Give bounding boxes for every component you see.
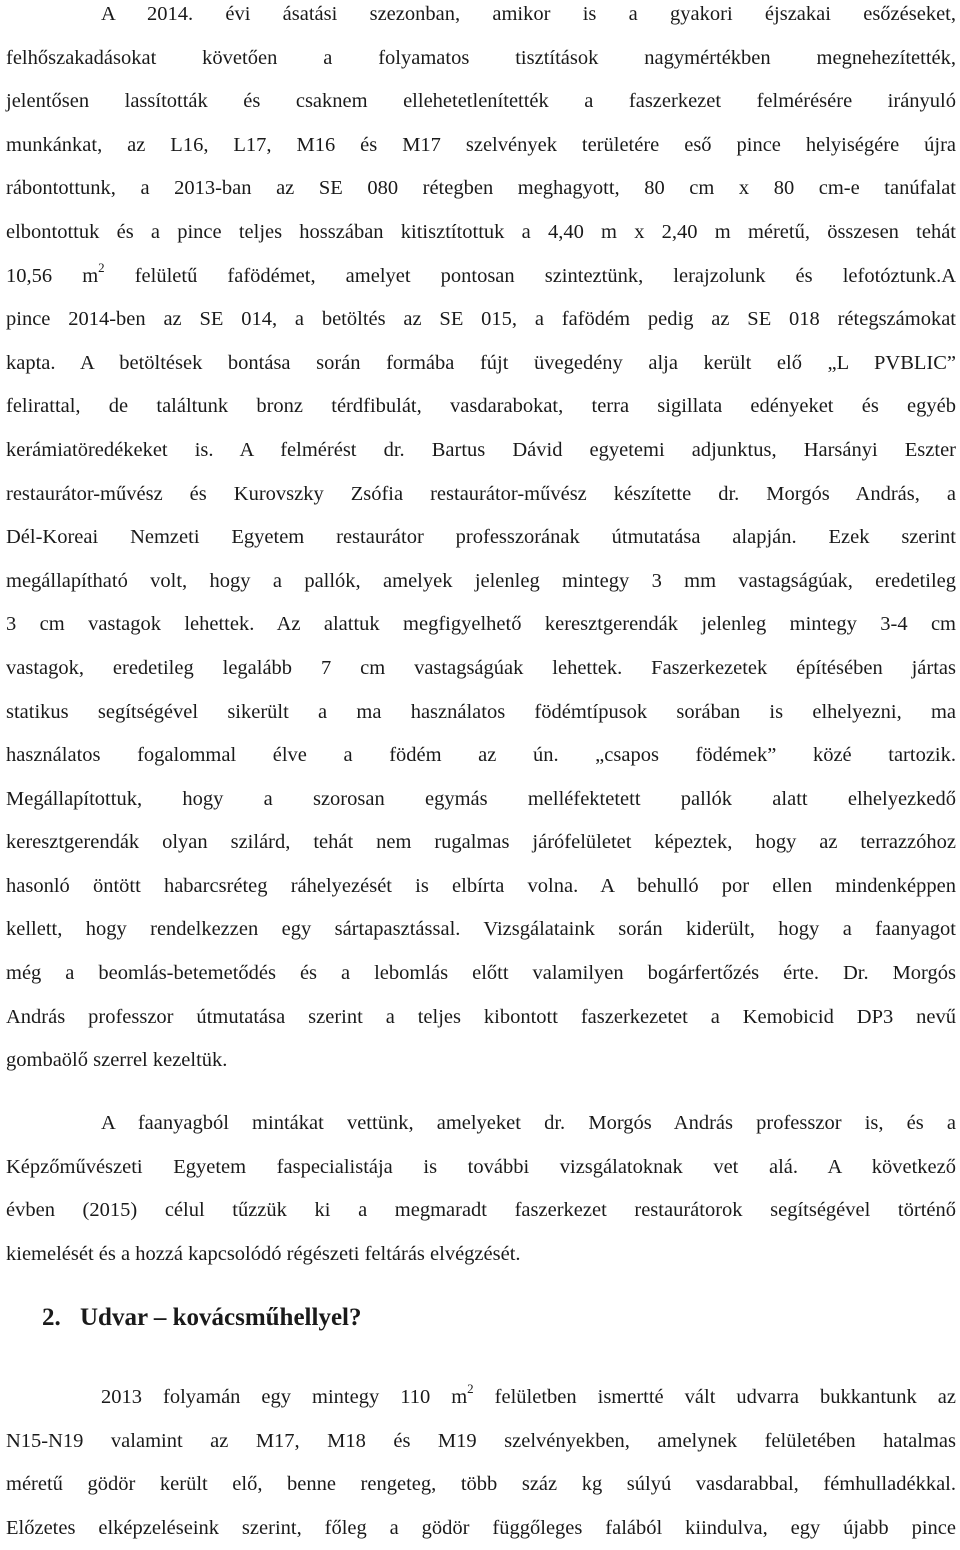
text-line: használatos fogalommal élve a födém az ún. „csapos födémek” közé tartozik. [6, 744, 956, 767]
area-value: 10,56 m [6, 264, 99, 287]
text-line: kiemelését és a hozzá kapcsolódó régészeti feltárás elvégzését. [6, 1242, 521, 1265]
text-line: A 2014. évi ásatási szezonban, amikor is a gyakori éjszakai esőzéseket, [101, 3, 956, 25]
text-line: felhőszakadásokat követően a folyamatos tisztítások nagymértékben megnehezítették, [6, 46, 956, 69]
paragraph-samples [6, 1102, 956, 1276]
text-line: jelentősen lassították és csaknem ellehetetlenítették a faszerkezet felmérésére irányuló [6, 90, 956, 113]
text-line: munkánkat, az L16, L17, M16 és M17 szelvények területére eső pince helyiségére újra [6, 133, 956, 156]
text-line: évben (2015) célul tűzzük ki a megmaradt faszerkezet restaurátorok segítségével történő [6, 1199, 956, 1222]
text-fragment: 2013 folyamán egy mintegy 110 m [101, 1386, 468, 1408]
text-line: megállapítható volt, hogy a pallók, amelyek jelenleg mintegy 3 mm vastagságúak, eredetileg [6, 569, 956, 592]
text-line: kerámiatöredékeket is. A felmérést dr. Bartus Dávid egyetemi adjunktus, Harsányi Eszter [6, 438, 956, 461]
text-fragment: felületű fafödémet, amelyet pontosan szinteztünk, lerajzolunk és lefotóztunk.A [104, 264, 956, 287]
paragraph-excavation-2014 [6, 0, 956, 1083]
text-line: kapta. A betöltések bontása során formába fújt üvegedény alja került elő „L PVBLIC” [6, 351, 956, 374]
superscript: 2 [98, 259, 105, 275]
text-line: rábontottunk, a 2013-ban az SE 080 rétegben meghagyott, 80 cm x 80 cm-e tanúfalat [6, 177, 956, 200]
text-line: méretű gödör került elő, benne rengeteg, több száz kg súlyú vasdarabbal, fémhulladékkal. [6, 1473, 956, 1496]
section-title: Udvar – kovácsműhellyel? [80, 1304, 362, 1331]
text-line [6, 1376, 956, 1420]
text-line: gombaölő szerrel kezeltük. [6, 1049, 228, 1072]
text-line: 3 cm vastagok lehettek. Az alattuk megfigyelhető keresztgerendák jelenleg mintegy 3-4 cm [6, 613, 956, 636]
superscript: 2 [467, 1381, 474, 1397]
text-line: A faanyagból mintákat vettünk, amelyeket dr. Morgós András professzor is, és a [101, 1112, 956, 1134]
text-line: vastagok, eredetileg legalább 7 cm vastagságúak lehettek. Faszerkezetek építésében jártas [6, 656, 956, 679]
text-line: restaurátor-művész és Kurovszky Zsófia restaurátor-művész készítette dr. Morgós András, a [6, 482, 956, 505]
text-line: elbontottuk és a pince teljes hosszában kitisztítottuk a 4,40 m x 2,40 m méretű, összesen tehát [6, 220, 956, 243]
text-line: keresztgerendák olyan szilárd, tehát nem rugalmas járófelületet képeztek, hogy az terrazzóhoz [6, 831, 956, 854]
text-line: kellett, hogy rendelkezzen egy sártapasztással. Vizsgálataink során kiderült, hogy a faanyagot [6, 918, 956, 941]
text-line: pince 2014-ben az SE 014, a betöltés az SE 015, a fafödém pedig az SE 018 rétegszámokat [6, 308, 956, 331]
paragraph-courtyard [6, 1376, 956, 1550]
section-heading [42, 1304, 362, 1332]
text-line: felirattal, de találtunk bronz térdfibulát, vasdarabokat, terra sigillata edényeket és egyéb [6, 395, 956, 418]
text-line: Képzőművészeti Egyetem faspecialistája is további vizsgálatoknak vet alá. A következő [6, 1155, 956, 1178]
text-line: N15-N19 valamint az M17, M18 és M19 szelvényekben, amelynek felületében hatalmas [6, 1429, 956, 1452]
text-line: Megállapítottuk, hogy a szorosan egymás melléfektetett pallók alatt elhelyezkedő [6, 787, 956, 810]
text-line: Előzetes elképzeléseink szerint, főleg a gödör függőleges falából kiindulva, egy újabb pince [6, 1516, 956, 1539]
text-line [6, 255, 956, 299]
text-line: Dél-Koreai Nemzeti Egyetem restaurátor professzorának útmutatása alapján. Ezek szerint [6, 526, 956, 549]
section-number: 2. [42, 1304, 61, 1331]
text-line: statikus segítségével sikerült a ma használatos födémtípusok sorában is elhelyezni, ma [6, 700, 956, 723]
text-fragment: felületben ismertté vált udvarra bukkantunk az [473, 1386, 957, 1408]
text-line: András professzor útmutatása szerint a teljes kibontott faszerkezetet a Kemobicid DP3 nevű [6, 1005, 956, 1028]
text-line: hasonló öntött habarcsréteg ráhelyezését is elbírta volna. A behulló por ellen mindenképpen [6, 874, 956, 897]
text-line: még a beomlás-betemetődés és a lebomlás előtt valamilyen bogárfertőzés érte. Dr. Morgós [6, 962, 956, 985]
